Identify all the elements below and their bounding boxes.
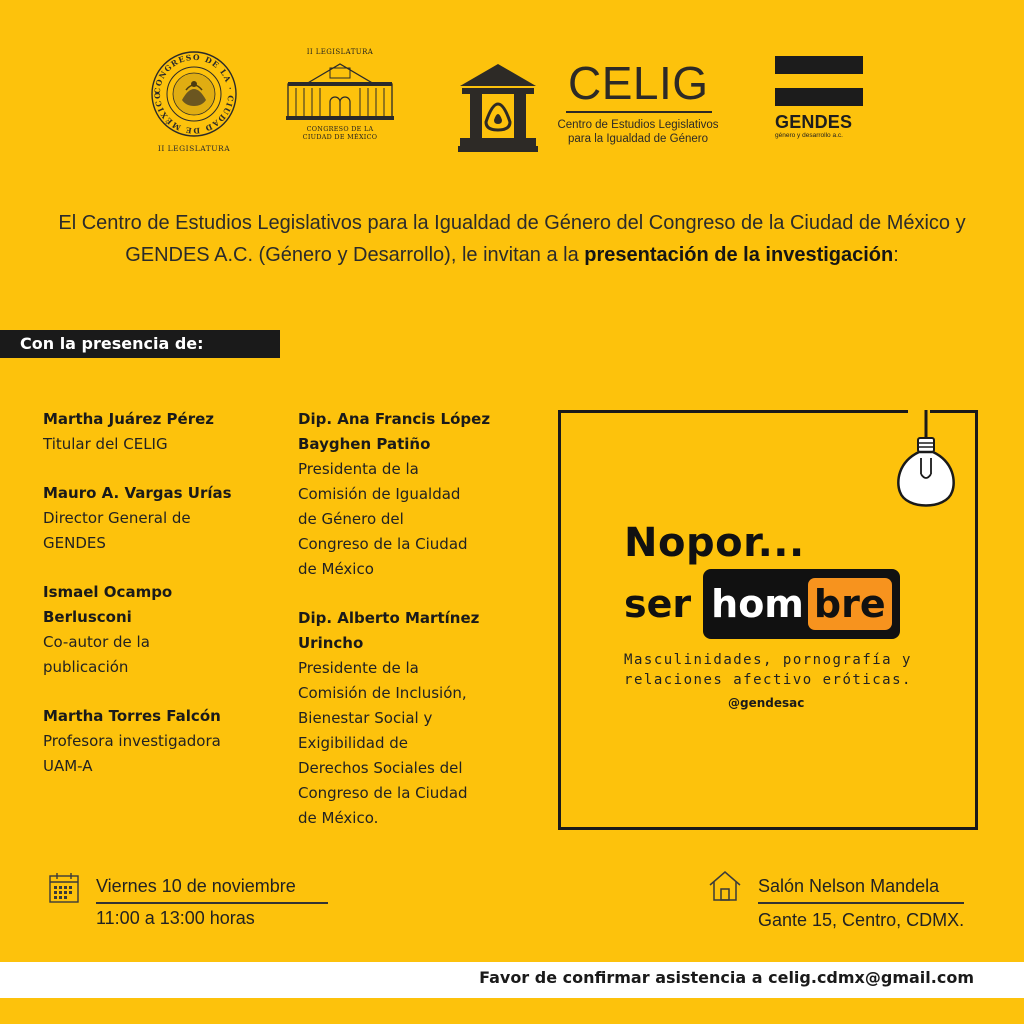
home-icon	[708, 870, 742, 902]
promo-subtitle-line2: relaciones afectivo eróticas.	[624, 672, 912, 688]
celig-divider	[566, 111, 712, 113]
eagle-seal-icon	[148, 50, 240, 138]
social-handle: @gendesac	[728, 696, 805, 710]
promo-hombre-badge	[703, 569, 899, 639]
temple-icon	[458, 62, 538, 154]
gendes-subtitle: género y desarrollo a.c.	[775, 132, 843, 139]
publication-promo	[558, 410, 978, 830]
gendes-bar-top	[775, 56, 863, 74]
intro-text: El Centro de Estudios Legislativos para la Igualdad de Género del Congreso de la Ciudad de México y GENDES A.C. (Género y Desarrollo), le invitan a la	[58, 212, 966, 266]
person-entry	[298, 606, 538, 831]
promo-title-line1: Nopor...	[624, 520, 805, 566]
rsvp-text: Favor de confirmar asistencia a celig.cdmx@gmail.com	[479, 968, 974, 987]
event-time: 11:00 a 13:00 horas	[96, 908, 255, 928]
gendes-bar-bottom	[775, 88, 863, 106]
celig-subtitle-line1: Centro de Estudios Legislativos	[557, 119, 719, 131]
person-name: Martha Torres Falcón	[43, 707, 221, 725]
promo-frame-top	[558, 410, 908, 413]
event-date: Viernes 10 de noviembre	[96, 876, 296, 896]
congreso-building-logo	[285, 48, 395, 141]
lightbulb-icon	[894, 410, 958, 522]
people-column-1	[43, 407, 283, 803]
celig-subtitle-line2: para la Igualdad de Género	[567, 133, 709, 145]
promo-title-hom: hom	[711, 582, 804, 626]
person-name: Dip. Alberto Martínez Urincho	[298, 609, 480, 652]
person-entry	[43, 481, 283, 556]
person-role: Director General de GENDES	[43, 509, 191, 552]
promo-subtitle-line1: Masculinidades, pornografía y	[624, 652, 912, 668]
seal-ring-text: CONGRESO DE LA · CIUDAD DE MÉXICO	[152, 52, 236, 136]
celig-wordmark: CELIG	[568, 57, 709, 109]
person-entry	[298, 407, 538, 582]
promo-title-ser: ser	[624, 582, 692, 626]
person-name: Mauro A. Vargas Urías	[43, 484, 232, 502]
person-name: Martha Juárez Pérez	[43, 410, 215, 428]
person-role: Presidente de la Comisión de Inclusión, Bienestar Social y Exigibilidad de Derechos Sociales del Congreso de la Ciudad de México.	[298, 659, 468, 827]
people-column-2	[298, 407, 538, 855]
event-place: Salón Nelson Mandela	[758, 876, 940, 896]
person-role: Titular del CELIG	[43, 435, 168, 453]
gendes-wordmark: GENDES	[775, 112, 853, 132]
person-name: Ismael Ocampo Berlusconi	[43, 583, 173, 626]
event-address: Gante 15, Centro, CDMX.	[758, 910, 965, 930]
person-role: Co-autor de la publicación	[43, 633, 150, 676]
congreso-seal-logo	[146, 50, 242, 153]
intro-bold-text: presentación de la investigación	[584, 244, 894, 266]
event-date-underline	[96, 902, 328, 904]
person-name: Dip. Ana Francis López Bayghen Patiño	[298, 410, 491, 453]
person-role: Presidenta de la Comisión de Igualdad de Género del Congreso de la Ciudad de México	[298, 460, 468, 578]
person-entry	[43, 704, 283, 779]
promo-title-bre: bre	[808, 578, 892, 630]
promo-title-line2	[624, 568, 900, 640]
invitation-intro	[40, 207, 984, 271]
intro-end: :	[893, 244, 899, 266]
building-bottom-caption-1: CONGRESO DE LA	[306, 125, 374, 133]
person-entry	[43, 580, 283, 680]
building-top-caption: II LEGISLATURA	[306, 48, 374, 56]
building-bottom-caption-2: CIUDAD DE MÉXICO	[302, 132, 378, 141]
gendes-logo	[775, 56, 870, 139]
presence-label: Con la presencia de:	[0, 330, 280, 358]
person-role: Profesora investigadora UAM-A	[43, 732, 221, 775]
legislative-building-icon	[286, 58, 394, 122]
event-place-underline	[758, 902, 964, 904]
person-entry	[43, 407, 283, 457]
calendar-icon	[48, 872, 80, 904]
promo-subtitle	[588, 650, 948, 690]
rsvp-footer	[0, 962, 1024, 998]
seal-caption: II LEGISLATURA	[157, 144, 231, 153]
celig-logo	[458, 57, 728, 156]
celig-subtitle	[548, 118, 728, 146]
